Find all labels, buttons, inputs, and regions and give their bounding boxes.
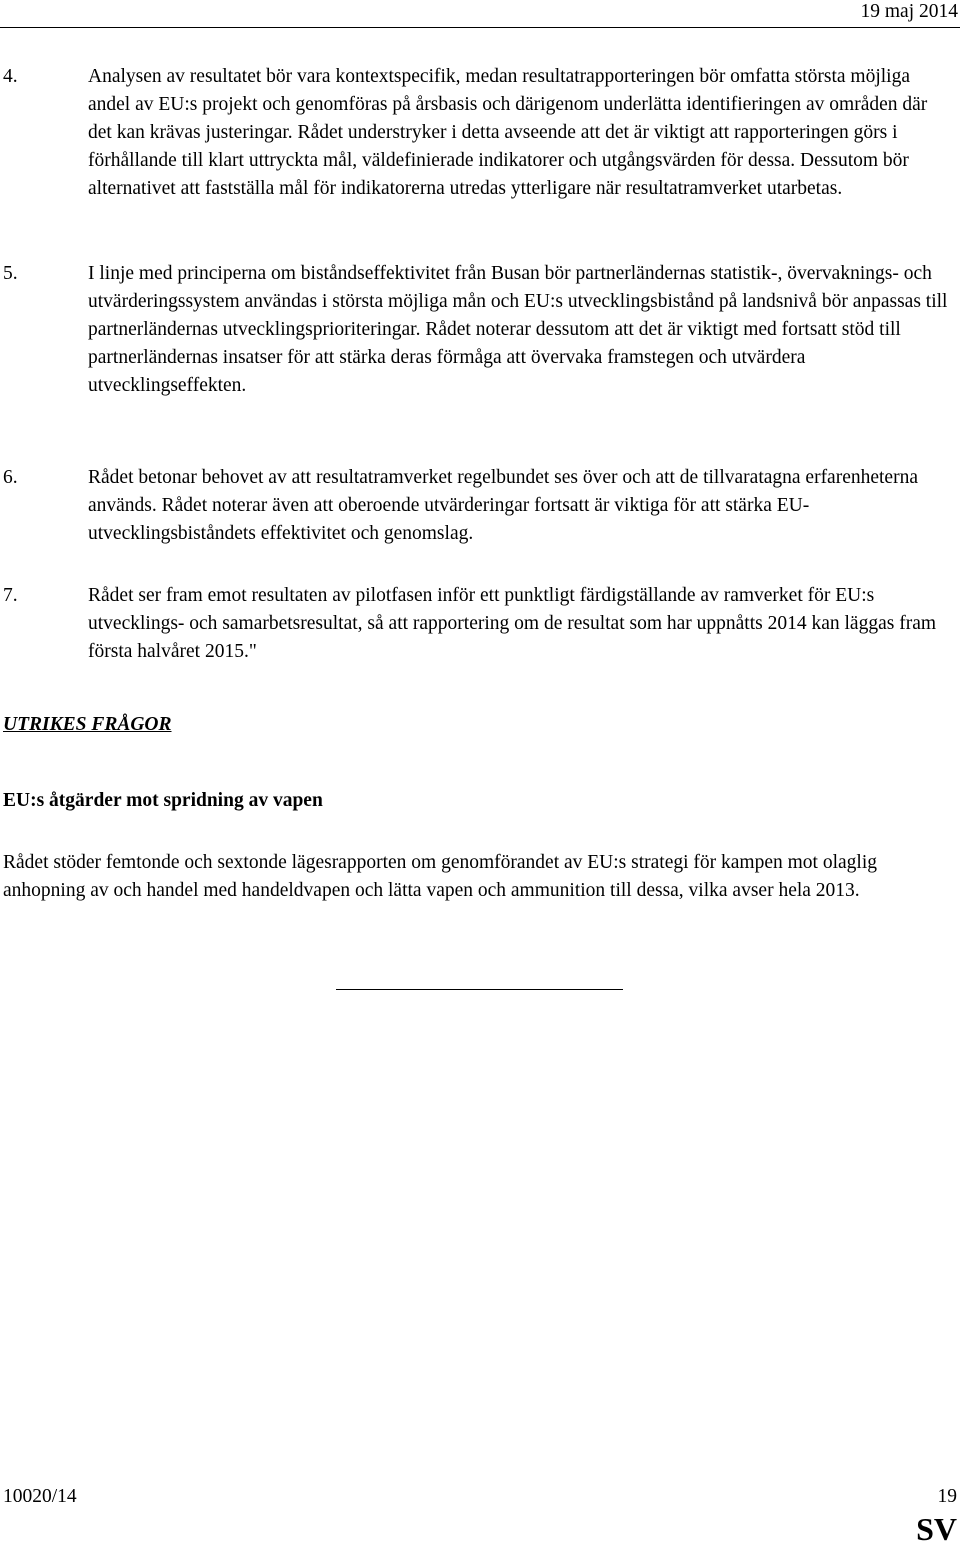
numbered-paragraph [3, 63, 955, 203]
footer-document-number: 10020/14 [3, 1486, 77, 1507]
paragraph-number: 7. [3, 585, 18, 606]
paragraph-text: Analysen av resultatet bör vara kontextspecifik, medan resultatrapporteringen bör omfatta största möjliga andel av EU:s projekt och genomföras på årsbasis och därigenom underlätta identifieringen av områden där det kan krävas justeringar. Rådet understryker i detta avseende att det är viktigt att rapporteringen görs i förhållande till klart uttryckta mål, väldefinierade indikatorer och utgångsvärden för dessa. Dessutom bör alternativet att fastställa mål för indikatorerna utredas ytterligare när resultatramverket utarbetas. [88, 66, 928, 199]
footer-page-number: 19 [937, 1486, 957, 1507]
paragraph-text: I linje med principerna om biståndseffektivitet från Busan bör partnerländernas statistik-, övervaknings- och utvärderingssystem användas i största möjliga mån och EU:s utvecklingsbistånd på landsnivå bör anpassas till partnerländernas utvecklingsprioriteringar. Rådet noterar dessutom att det är viktigt med fortsatt stöd till partnerländernas insatser för att stärka deras förmåga att övervaka framstegen och utvärdera utvecklingseffekten. [88, 263, 948, 396]
numbered-paragraph [3, 260, 955, 400]
header-date: 19 maj 2014 [860, 1, 958, 22]
numbered-paragraph [3, 464, 955, 548]
body-paragraph: Rådet stöder femtonde och sextonde lägesrapporten om genomförandet av EU:s strategi för kampen mot olaglig anhopning av och handel med handeldvapen och lätta vapen och ammunition till dessa, vilka avser hela 2013. [3, 852, 877, 901]
section-heading: UTRIKES FRÅGOR [3, 714, 172, 735]
paragraph-text: Rådet betonar behovet av att resultatramverket regelbundet ses över och att de tillvaratagna erfarenheterna används. Rådet noterar även att oberoende utvärderingar fortsatt är viktiga för att stärka EU-utvecklingsbiståndets effektivitet och genomslag. [88, 467, 918, 544]
section-subheading: EU:s åtgärder mot spridning av vapen [3, 790, 323, 811]
paragraph-number: 5. [3, 263, 18, 284]
paragraph-text: Rådet ser fram emot resultaten av pilotfasen inför ett punktligt färdigställande av ramverket för EU:s utvecklings- och samarbetsresultat, så att rapportering om de resultat som har uppnåtts 2014 kan läggas fram första halvåret 2015." [88, 585, 937, 662]
end-separator-line [336, 989, 623, 990]
paragraph-number: 6. [3, 467, 18, 488]
footer-language-code: SV [916, 1511, 957, 1547]
numbered-paragraph [3, 582, 955, 666]
header-rule [0, 27, 960, 28]
paragraph-number: 4. [3, 66, 18, 87]
